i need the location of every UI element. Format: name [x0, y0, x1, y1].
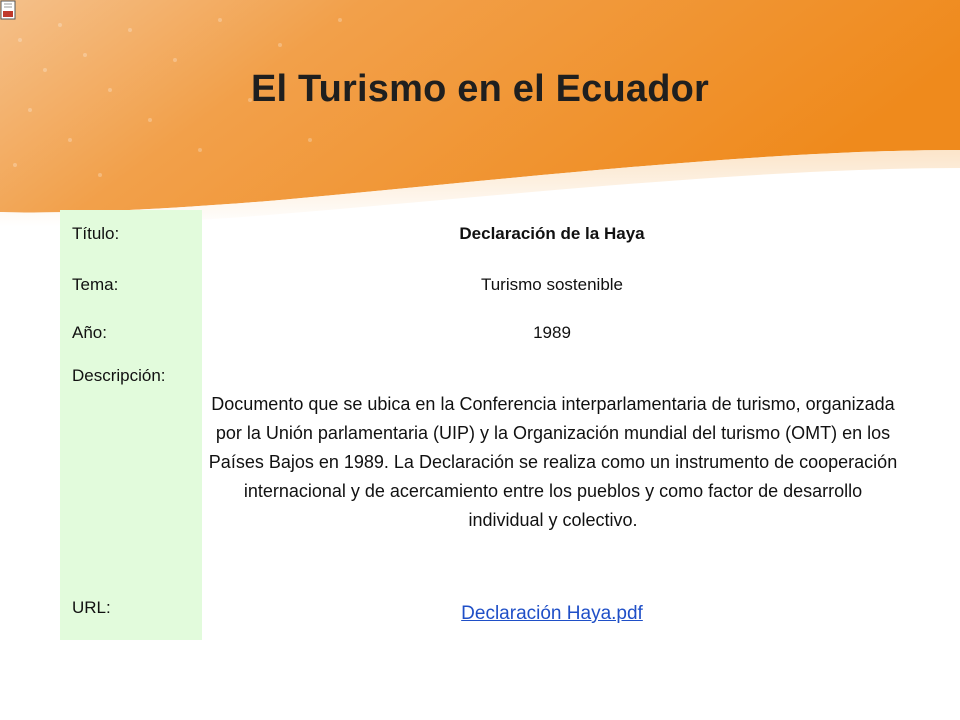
pdf-file-icon[interactable] [0, 0, 18, 20]
url-link-container [202, 603, 902, 625]
descripcion-value: Documento que se ubica en la Conferencia interparlamentaria de turismo, organizada por la Unión parlamentaria (UIP) y la Organización mundial del turismo (OMT) en los Países Bajos en 1989. La Declaración se realiza como un instrumento de cooperación internacional y de acercamiento entre los pueblos y como factor de desarrollo individual y colectivo. [208, 394, 898, 530]
pdf-link[interactable]: Declaración Haya.pdf [461, 603, 643, 624]
anio-value: 1989 [533, 323, 571, 342]
descripcion-label: Descripción: [72, 366, 166, 385]
slide-title: El Turismo en el Ecuador [250, 68, 710, 110]
tema-label: Tema: [72, 275, 119, 294]
titulo-value: Declaración de la Haya [459, 224, 645, 243]
anio-label: Año: [72, 323, 107, 342]
titulo-label: Título: [72, 224, 120, 243]
url-label: URL: [72, 598, 111, 617]
tema-value: Turismo sostenible [480, 275, 624, 294]
header-background [0, 0, 960, 230]
